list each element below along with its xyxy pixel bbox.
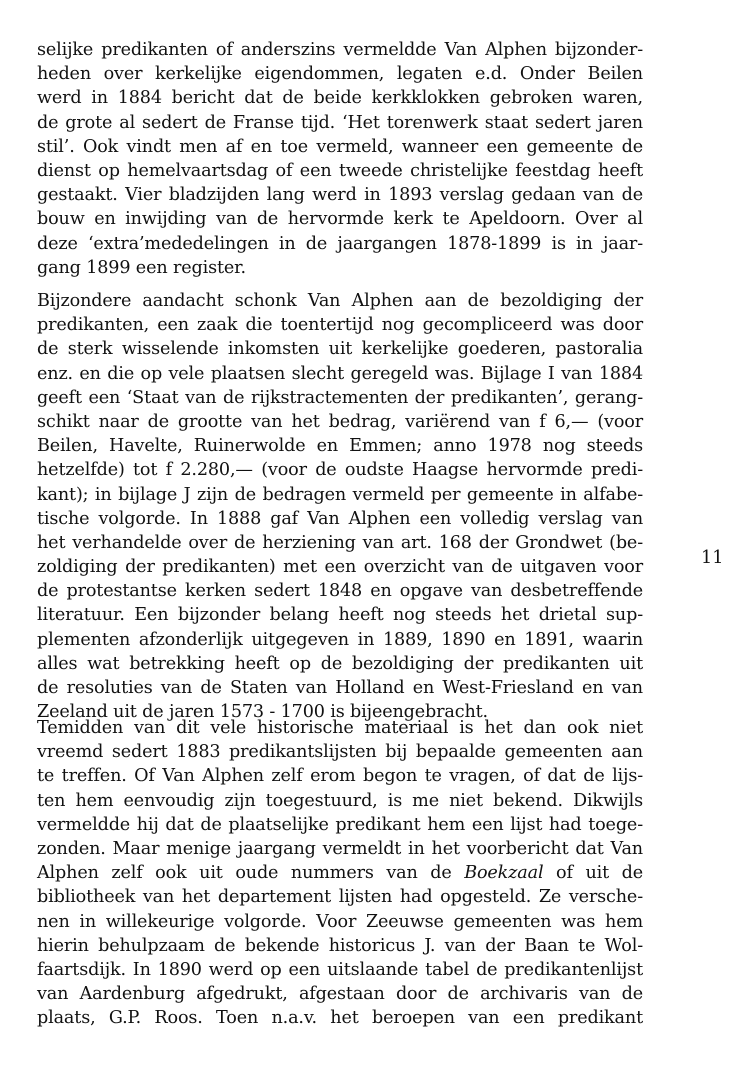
text-line: schikt naar de grootte van het bedrag, variërend van f 6,— (voor xyxy=(37,411,643,432)
text-line: gang 1899 een register. xyxy=(37,257,246,278)
text-line: zoldiging der predikanten) met een overzicht van de uitgaven voor xyxy=(37,557,643,578)
text-line: het verhandelde over de herziening van art. 168 der Grondwet (be- xyxy=(37,532,643,553)
text-line: hierin behulpzaam de bekende historicus J. van der Baan te Wol- xyxy=(37,935,643,956)
text-line: kant); in bijlage J zijn de bedragen vermeld per gemeente in alfabe- xyxy=(37,484,643,505)
text-line: plementen afzonderlijk uitgegeven in 1889, 1890 en 1891, waarin xyxy=(37,629,643,650)
text-line: Beilen, Havelte, Ruinerwolde en Emmen; anno 1978 nog steeds xyxy=(37,436,643,457)
text-line: de resoluties van de Staten van Holland en West-Friesland en van xyxy=(37,678,643,698)
text-line: hetzelfde) tot f 2.280,— (voor de oudste Haagse hervormde predi- xyxy=(37,460,643,481)
text-line: literatuur. Een bijzonder belang heeft nog steeds het drietal sup- xyxy=(37,605,643,626)
text-line: selijke predikanten of anderszins vermeldde Van Alphen bijzonder- xyxy=(37,40,643,60)
text-line: geeft een ‘Staat van de rijkstractementen der predikanten’, gerang- xyxy=(37,387,643,408)
text-line: deze ‘extra’mededelingen in de jaargangen 1878-1899 is in jaar- xyxy=(37,233,643,254)
text-line: ten hem eenvoudig zijn toegestuurd, is me niet bekend. Dikwijls xyxy=(37,790,643,811)
text-line: de grote al sedert de Franse tijd. ‘Het torenwerk staat sedert jaren xyxy=(37,112,643,133)
text-line: bouw en inwijding van de hervormde kerk te Apeldoorn. Over al xyxy=(37,209,643,230)
paragraph-1 xyxy=(37,38,643,280)
text-fragment: of uit de xyxy=(543,863,643,884)
text-line: vreemd sedert 1883 predikantslijsten bij bepaalde gemeenten aan xyxy=(37,742,643,763)
text-fragment: Alphen zelf ook uit oude nummers van de xyxy=(37,863,465,884)
text-line: faartsdijk. In 1890 werd op een uitslaande tabel de predikantenlijst xyxy=(37,959,643,980)
text-line: bibliotheek van het departement lijsten had opgesteld. Ze versche- xyxy=(37,887,643,908)
text-line: de sterk wisselende inkomsten uit kerkelijke goederen, pastoralia xyxy=(37,339,643,360)
text-line: alles wat betrekking heeft op de bezoldiging der predikanten uit xyxy=(37,653,643,674)
italic-title: Boekzaal xyxy=(464,863,544,884)
text-line: predikanten, een zaak die toentertijd nog gecompliceerd was door xyxy=(37,315,643,336)
paragraph-2 xyxy=(37,289,643,724)
text-line-with-title xyxy=(37,861,643,885)
text-line: vermeldde hij dat de plaatselijke predikant hem een lijst had toege- xyxy=(37,814,643,835)
text-line: Temidden van dit vele historische materiaal is het dan ook niet xyxy=(37,718,643,738)
text-line: stil’. Ook vindt men af en toe vermeld, wanneer een gemeente de xyxy=(37,136,643,157)
text-line: Bijzondere aandacht schonk Van Alphen aan de bezoldiging der xyxy=(37,291,643,311)
text-line: plaats, G.P. Roos. Toen n.a.v. het beroepen van een predikant xyxy=(37,1008,643,1029)
text-line: van Aardenburg afgedrukt, afgestaan door de archivaris van de xyxy=(37,984,643,1005)
text-line: nen in willekeurige volgorde. Voor Zeeuwse gemeenten was hem xyxy=(37,911,643,932)
text-line: tische volgorde. In 1888 gaf Van Alphen een volledig verslag van xyxy=(37,508,643,529)
text-line: dienst op hemelvaartsdag of een tweede christelijke feestdag heeft xyxy=(37,160,643,181)
text-line: te treffen. Of Van Alphen zelf erom begon te vragen, of dat de lijs- xyxy=(37,766,643,787)
paragraph-3 xyxy=(37,716,643,1030)
text-line: zonden. Maar menige jaargang vermeldt in het voorbericht dat Van xyxy=(37,838,643,859)
text-line: Zeeland uit de jaren 1573 - 1700 is bijeengebracht. xyxy=(37,702,488,723)
page-number: 11 xyxy=(701,548,724,568)
text-line: werd in 1884 bericht dat de beide kerkklokken gebroken waren, xyxy=(37,88,643,109)
text-line: gestaakt. Vier bladzijden lang werd in 1893 verslag gedaan van de xyxy=(37,185,643,206)
text-line: heden over kerkelijke eigendommen, legaten e.d. Onder Beilen xyxy=(37,64,643,85)
text-line: enz. en die op vele plaatsen slecht geregeld was. Bijlage I van 1884 xyxy=(37,363,643,384)
text-line: de protestantse kerken sedert 1848 en opgave van desbetreffende xyxy=(37,581,643,602)
